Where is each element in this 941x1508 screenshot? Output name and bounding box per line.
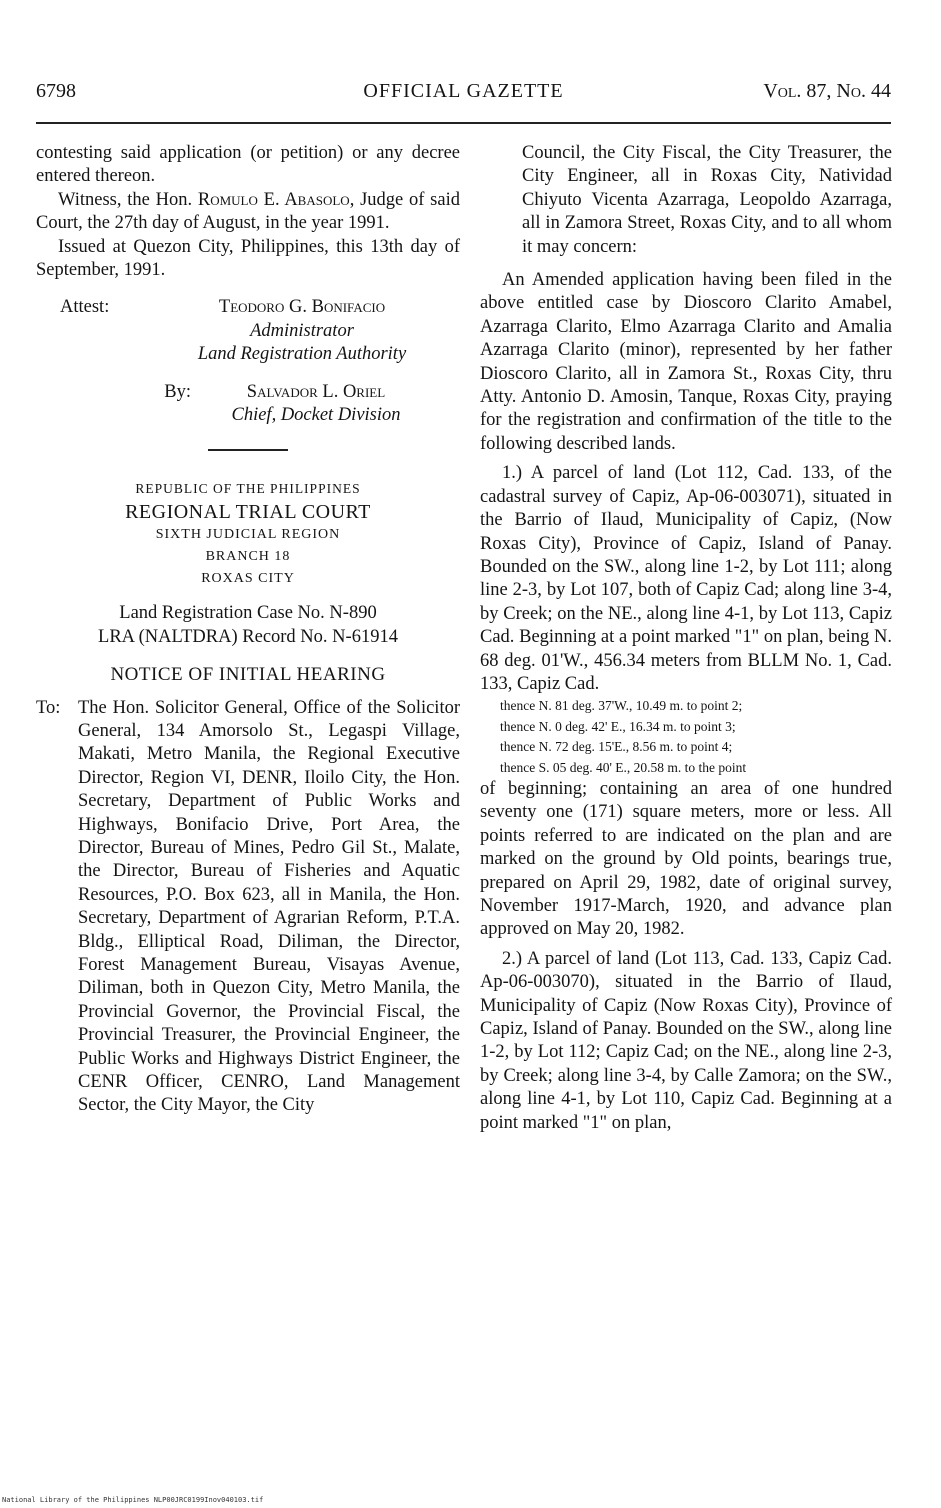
right-column — [480, 142, 892, 1135]
republic-line: REPUBLIC OF THE PHILIPPINES — [135, 481, 361, 497]
addressee-list: The Hon. Solicitor General, Office of the Solicitor General, 134 Amorsolo St., Legaspi Village, Makati, Metro Manila, the Regional Executive Director, Region VI, DENR, Iloilo City, the Hon. Secretary, Department of Public Works and Highways, Bonifacio Drive, Port Area, the Director, Bureau of Mines, Pedro Gil St., Malate, the Director, Bureau of Fisheries and Aquatic Resources, P.O. Box 623, all in Manila, the Hon. Secretary, Department of Agrarian Reform, P.T.A. Bldg., Elliptical Road, Diliman, the Director, Forest Management Bureau, Visayas Avenue, Diliman, both in Quezon City, Metro Manila, the Provincial Governor, the Provincial Fiscal, the Provincial Treasurer, the Provincial Engineer, the Public Works and Highways District Engineer, the CENR Officer, CENRO, Land Management Sector, the City Mayor, the City — [78, 697, 460, 1116]
witness-paragraph: Witness, the Hon. Romulo E. Abasolo, Judge of said Court, the 27th day of August, in the year 1991. — [36, 189, 460, 234]
header-rule — [36, 122, 891, 124]
scan-footer: National Library of the Philippines NLP00JRC0199Inov040103.tif — [2, 1496, 264, 1504]
judicial-region: SIXTH JUDICIAL REGION — [155, 527, 341, 543]
attest-label: Attest: — [60, 297, 110, 318]
attest-block — [36, 296, 460, 366]
attest-title: Administrator — [250, 320, 354, 341]
notice-title: NOTICE OF INITIAL HEARING — [110, 664, 386, 686]
course-line: thence S. 05 deg. 40' E., 20.58 m. to the point — [500, 759, 747, 775]
page-number: 6798 — [36, 80, 76, 102]
attest-signatory — [144, 296, 460, 366]
parcel-2-description: 2.) A parcel of land (Lot 113, Cad. 133, Capiz Cad. Ap-06-003070), situated in the Barrio of Ilaud, Municipality of Capiz (Now Roxas City), Province of Capiz, Island of Panay. Bounded on the SW., along line 1-2, by Lot 112; Capiz Cad; on the NE., along line 2-3, by Creek; along line 3-4, by Calle Zamora; on the SW., along line 4-1, by Lot 110, Capiz Cad. Beginning at a point marked "1" on plan, — [480, 948, 892, 1133]
left-column — [36, 142, 460, 1118]
by-name: Salvador L. Oriel — [246, 381, 386, 402]
page-header — [36, 80, 891, 108]
course-line: thence N. 81 deg. 37'W., 10.49 m. to point 2; — [500, 698, 743, 714]
application-paragraph: An Amended application having been filed in the above entitled case by Dioscoro Clarito Amabel, Azarraga Clarito, Elmo Azarraga Clarito and Amalia Azarraga Clarito (minor), represented by her father Dioscoro Clarito, all in Zamora St., Roxas City, thru Atty. Antonio D. Amosin, Tanque, Roxas City, praying for the registration and confirmation of the title to the following described lands. — [480, 270, 892, 454]
section-divider — [208, 449, 288, 451]
judge-name: Romulo E. Abasolo — [197, 189, 350, 210]
survey-courses — [480, 696, 892, 778]
record-number: LRA (NALTDRA) Record No. N-61914 — [98, 626, 398, 647]
course-line: thence N. 0 deg. 42' E., 16.34 m. to point 3; — [500, 718, 736, 734]
by-block — [36, 381, 460, 428]
addressees-continued: Council, the City Fiscal, the City Treasurer, the City Engineer, all in Roxas City, Natividad Chiyuto Vicenta Azarraga, Leopoldo Azarraga, all in Zamora Street, Roxas City, and to all whom it may concern: — [522, 143, 892, 257]
parcel-1-description: 1.) A parcel of land (Lot 112, Cad. 133, of the cadastral survey of Capiz, Ap-06-003071), situated in the Barrio of Ilaud, Municipality of Capiz, (Now Roxas City), Province of Capiz, Island of Panay. Bounded on the SW., along line 1-2, by Lot 111; along line 2-3, by Lot 107, both of Capiz Cad; along line 3-4, by Creek; on the NE., along line 4-1, by Lot 113, Capiz Cad. Beginning at a point marked "1" on plan, being N. 68 deg. 01'W., 456.34 meters from BLLM No. 1, Cad. 133, Capiz Cad. — [480, 463, 892, 694]
attest-agency: Land Registration Authority — [197, 344, 407, 365]
by-signatory — [201, 381, 431, 428]
branch: BRANCH 18 — [205, 549, 291, 565]
court-city: ROXAS CITY — [201, 571, 295, 587]
addressees — [36, 697, 460, 1118]
case-info — [36, 602, 460, 649]
opening-text: contesting said application (or petition) or any decree entered thereon. — [36, 143, 460, 187]
volume-issue: Vol. 87, No. 44 — [763, 80, 891, 102]
publication-title: OFFICIAL GAZETTE — [363, 80, 564, 102]
court-heading — [36, 477, 460, 590]
course-line: thence N. 72 deg. 15'E., 8.56 m. to point 4; — [500, 739, 733, 755]
attest-name: Teodoro G. Bonifacio — [218, 297, 386, 318]
parcel-1-conclusion: of beginning; containing an area of one hundred seventy one (171) square meters, more or less. All points referred to are indicated on the plan and are marked on the ground by Old points, bearings true, prepared on April 29, 1982, date of original survey, November 1917-March, 1920, and advance plan approved on May 20, 1982. — [480, 778, 892, 940]
court-name: REGIONAL TRIAL COURT — [125, 500, 371, 523]
issued-paragraph: Issued at Quezon City, Philippines, this 13th day of September, 1991. — [36, 236, 460, 281]
by-title: Chief, Docket Division — [231, 405, 401, 426]
by-label: By: — [164, 381, 191, 402]
case-number: Land Registration Case No. N-890 — [119, 603, 377, 624]
to-label: To: — [36, 697, 61, 718]
